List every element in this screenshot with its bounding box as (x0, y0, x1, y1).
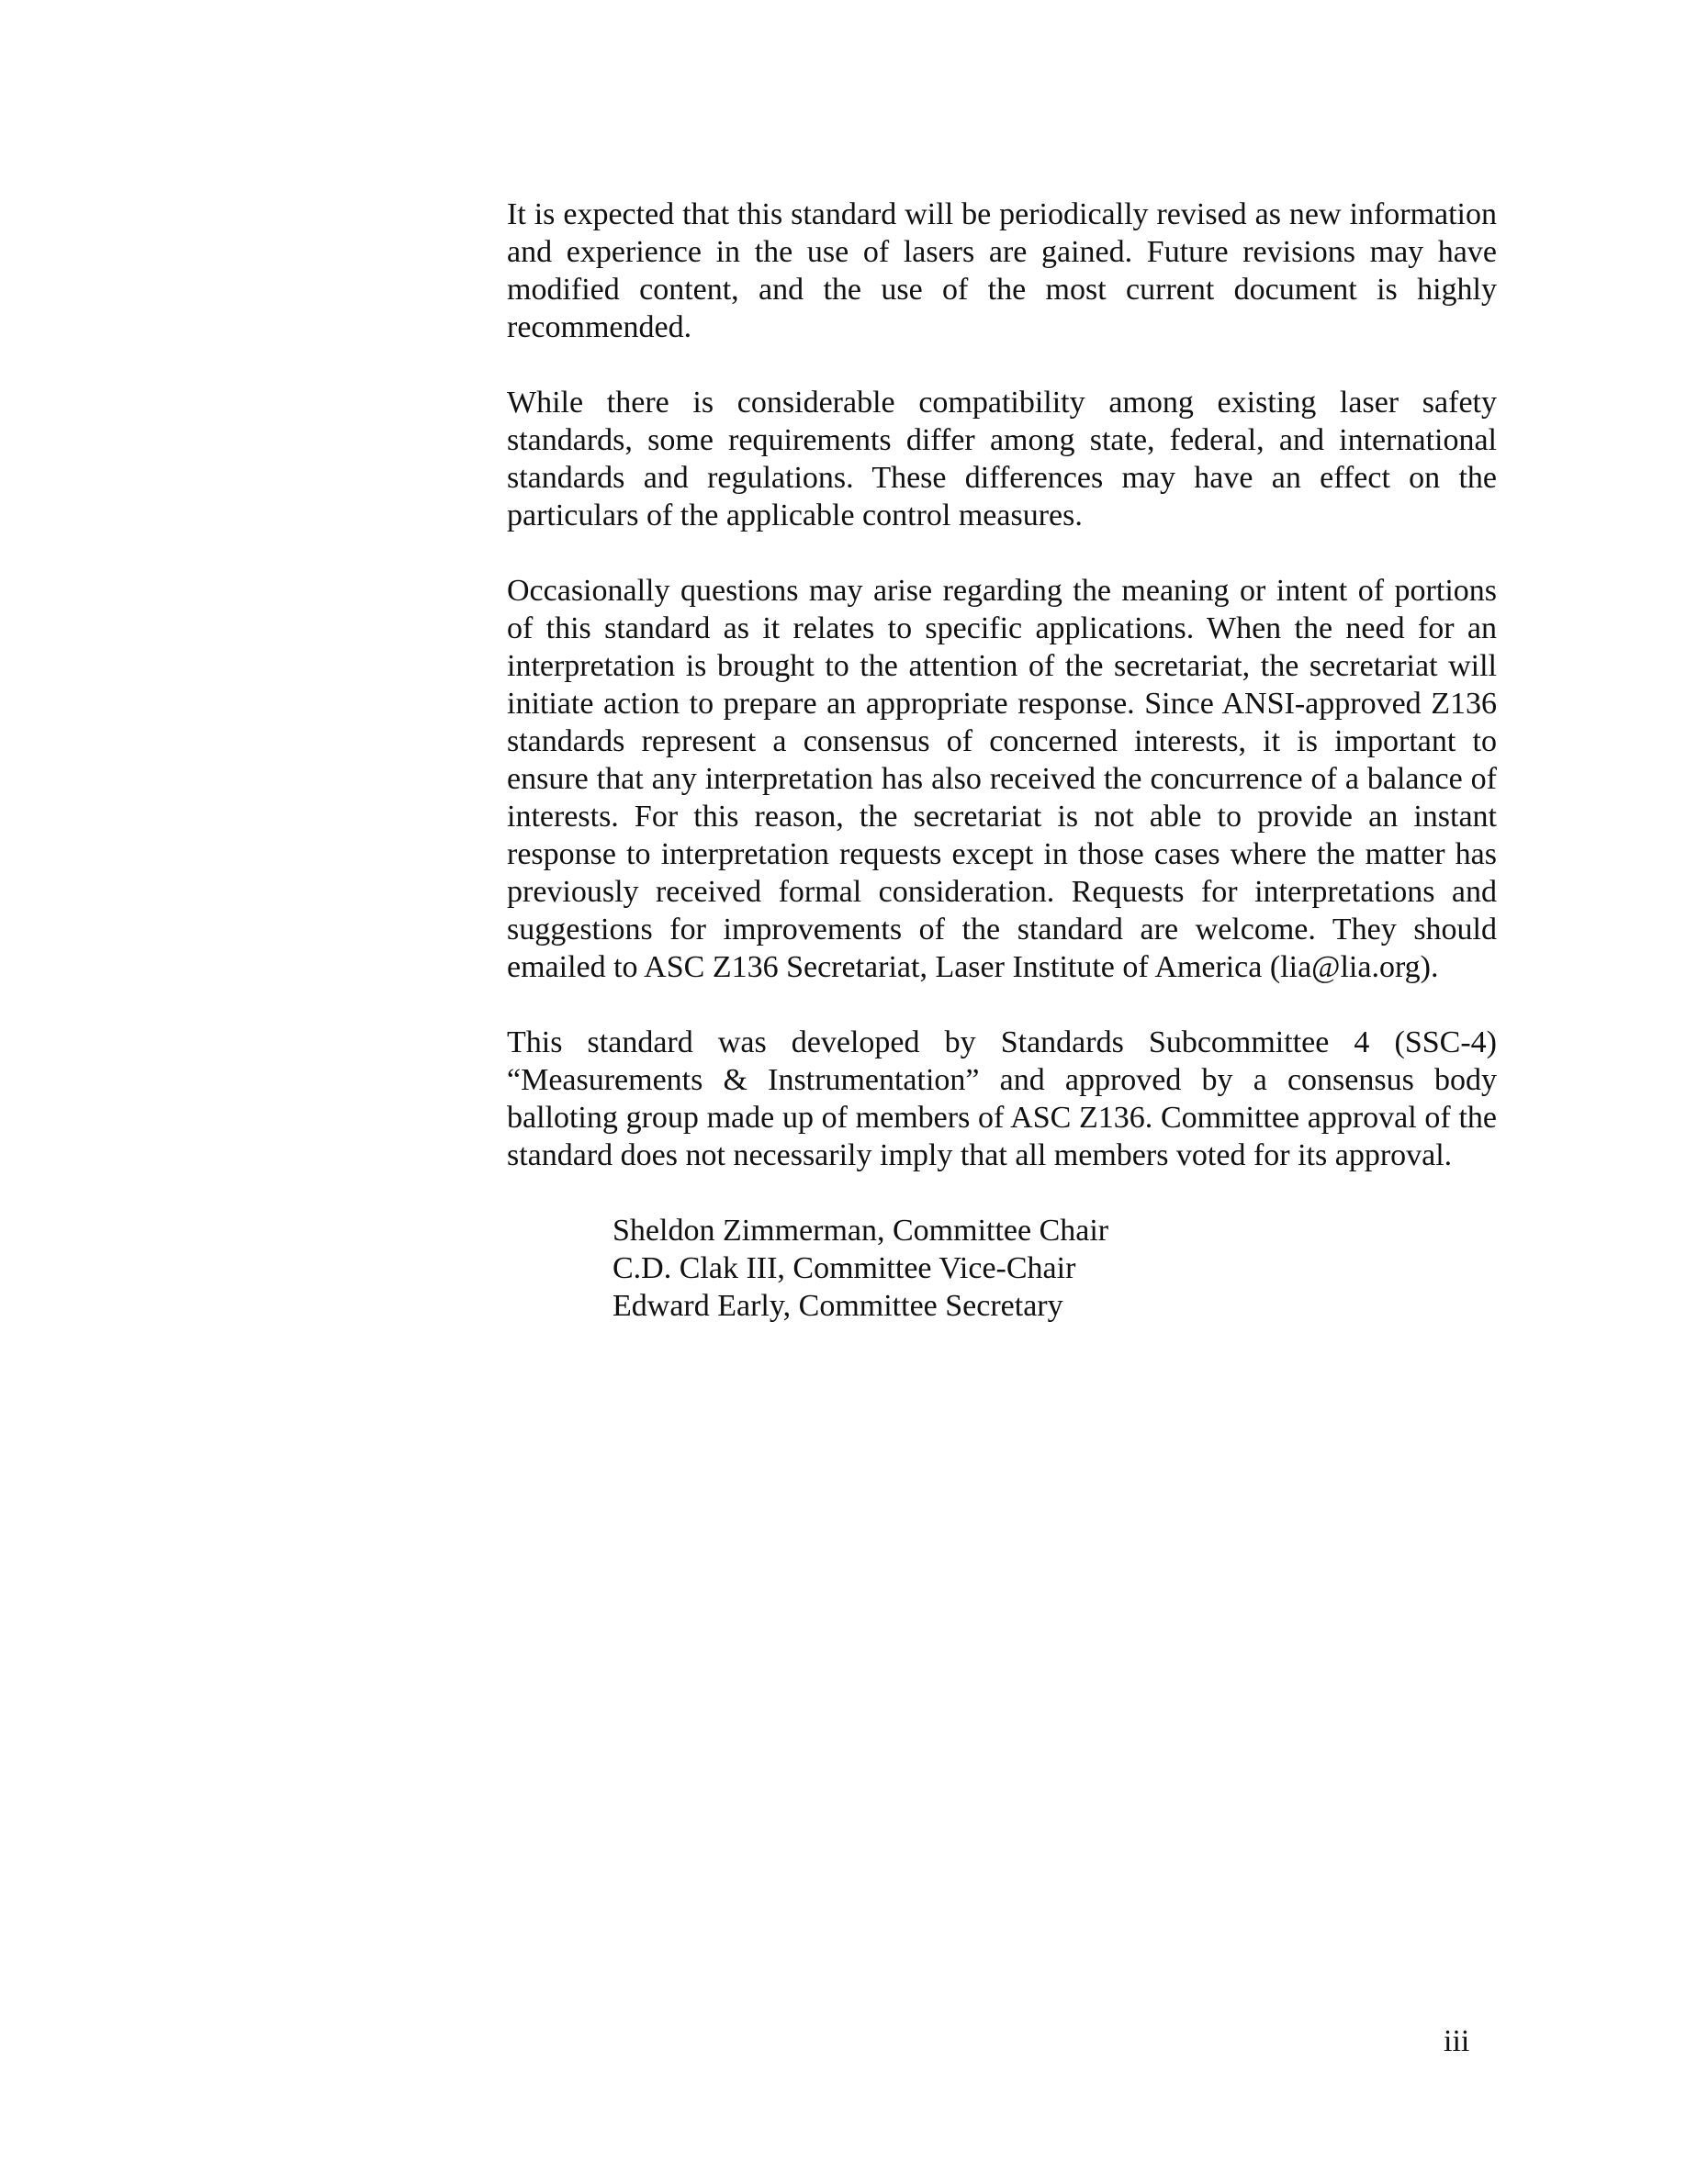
signature-vice-chair: C.D. Clak III, Committee Vice-Chair (613, 1251, 1076, 1285)
paragraph-compatibility: While there is considerable compatibility among existing laser safety standards, some requirements differ among state, federal, and international standards and regulations. These differences may have an effect on the particulars of the applicable control measures. (507, 386, 1497, 532)
body-text (507, 196, 1497, 1325)
paragraph-revisions: It is expected that this standard will be periodically revised as new information and experience in the use of lasers are gained. Future revisions may have modified content, and the use of the most current document is highly recommended. (507, 197, 1497, 344)
signature-secretary: Edward Early, Committee Secretary (613, 1289, 1063, 1323)
paragraph-development: This standard was developed by Standards Subcommittee 4 (SSC-4) “Measurements & Instrumentation” and approved by a consensus body balloting group made up of members of ASC Z136. Committee approval of the standard does not necessarily imply that all members voted for its approval. (507, 1025, 1497, 1172)
page-number: iii (1444, 2024, 1470, 2058)
paragraph-interpretations: Occasionally questions may arise regarding the meaning or intent of portions of this standard as it relates to specific applications. When the need for an interpretation is brought to the attention of the secretariat, the secretariat will initiate action to prepare an appropriate response. Since ANSI-approved Z136 standards represent a consensus of concerned interests, it is important to ensure that any interpretation has also received the concurrence of a balance of interests. For this reason, the secretariat is not able to provide an instant response to interpretation requests except in those cases where the matter has previously received formal consideration. Requests for interpretations and suggestions for improvements of the standard are welcome. They should emailed to ASC Z136 Secretariat, Laser Institute of America (lia@lia.org). (507, 574, 1497, 984)
committee-signatures (613, 1212, 1497, 1325)
signature-chair: Sheldon Zimmerman, Committee Chair (613, 1214, 1109, 1248)
